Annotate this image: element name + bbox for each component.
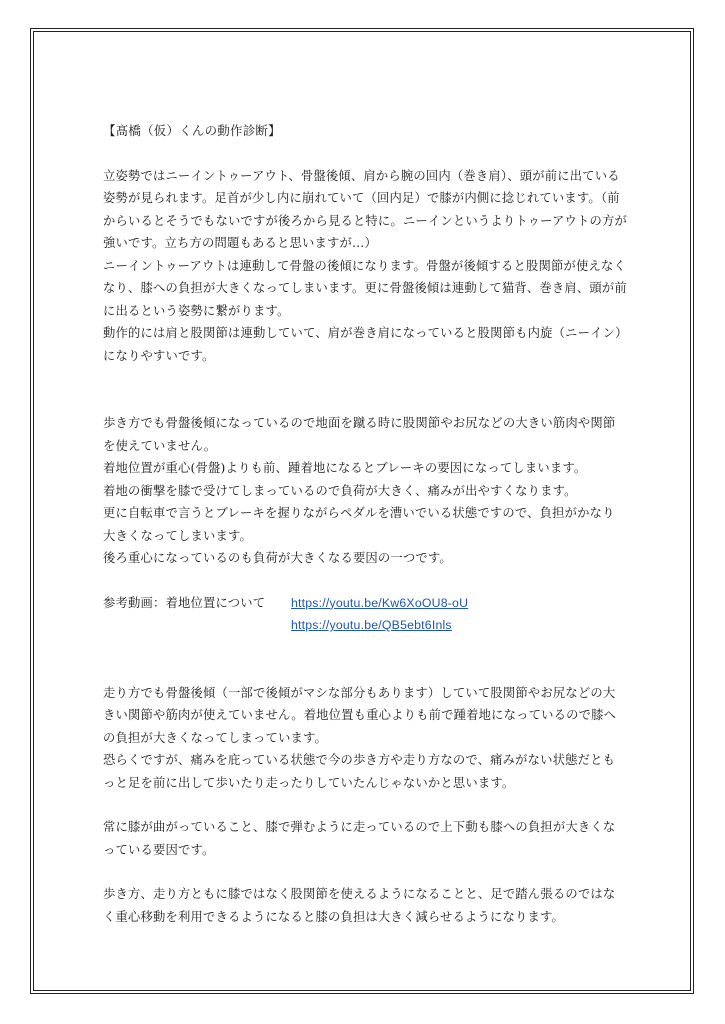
reference-videos (103, 592, 627, 637)
reference-label: 参考動画：着地位置について (103, 595, 266, 610)
knee-bend-section (103, 816, 627, 861)
paragraph: 走り方でも骨盤後傾（一部で後傾がマシな部分もあります）していて股関節やお尻などの大きい関節や筋肉が使えていません。着地位置も重心よりも前で踵着地になっているので膝への負担が大きくなってしまっています。 (103, 685, 617, 745)
paragraph: 歩き方、走り方ともに膝ではなく股関節を使えるようになることと、足で踏ん張るのではなく重心移動を利用できるようになると膝の負担は大きく減らせるようになります。 (103, 887, 616, 924)
paragraph: 後ろ重心になっているのも負荷が大きくなる要因の一つです。 (103, 551, 452, 565)
paragraph: 更に自転車で言うとブレーキを握りながらペダルを漕いでいる状態ですので、負担がかなり大きくなってしまいます。 (103, 506, 615, 543)
paragraph: 歩き方でも骨盤後傾になっているので地面を蹴る時に股関節やお尻などの大きい筋肉や関節を使えていません。 (103, 416, 616, 453)
walking-section (103, 412, 627, 570)
conclusion-section (103, 883, 627, 928)
running-section (103, 682, 627, 795)
paragraph: 常に膝が曲がっていること、膝で弾むように走っているので上下動も膝への負担が大きくなっている要因です。 (103, 820, 616, 857)
paragraph: 恐らくですが、痛みを庇っている状態で今の歩き方や走り方なので、痛みがない状態だともっと足を前に出して歩いたり走ったりしていたんじゃないかと思います。 (103, 753, 616, 790)
reference-link-2[interactable]: https://youtu.be/QB5ebt6Inls (291, 618, 452, 632)
paragraph: 動作的には肩と股関節は連動していて、肩が巻き肩になっていると股関節も内旋（ニーイン）になりやすいです。 (103, 326, 622, 363)
standing-posture-section (103, 165, 627, 368)
paragraph: 着地位置が重心(骨盤)よりも前、踵着地になるとブレーキの要因になってしまいます。 (103, 461, 587, 475)
paragraph: 着地の衝撃を膝で受けてしまっているので負荷が大きく、痛みが出やすくなります。 (103, 483, 577, 498)
paragraph: ニーイントゥーアウトは連動して骨盤の後傾になります。骨盤が後傾すると股関節が使えなくなり、膝への負担が大きくなってしまいます。更に骨盤後傾は連動して猫背、巻き肩、頭が前に出るという姿勢に繋がります。 (103, 258, 627, 318)
paragraph: 立姿勢ではニーイントゥーアウト、骨盤後傾、肩から腕の回内（巻き肩）、頭が前に出ている姿勢が見られます。足首が少し内に崩れていて（回内足）で膝が内側に捻じれています。（前からいるとそうでもないですが後ろから見ると特に。ニーインというよりトゥーアウトの方が強いです。立ち方の問題もあると思いますが…） (103, 168, 627, 250)
reference-link-1[interactable]: https://youtu.be/Kw6XoOU8-oU (291, 595, 469, 610)
document-body (103, 120, 627, 928)
document-title: 【髙橋（仮）くんの動作診断】 (103, 123, 281, 138)
